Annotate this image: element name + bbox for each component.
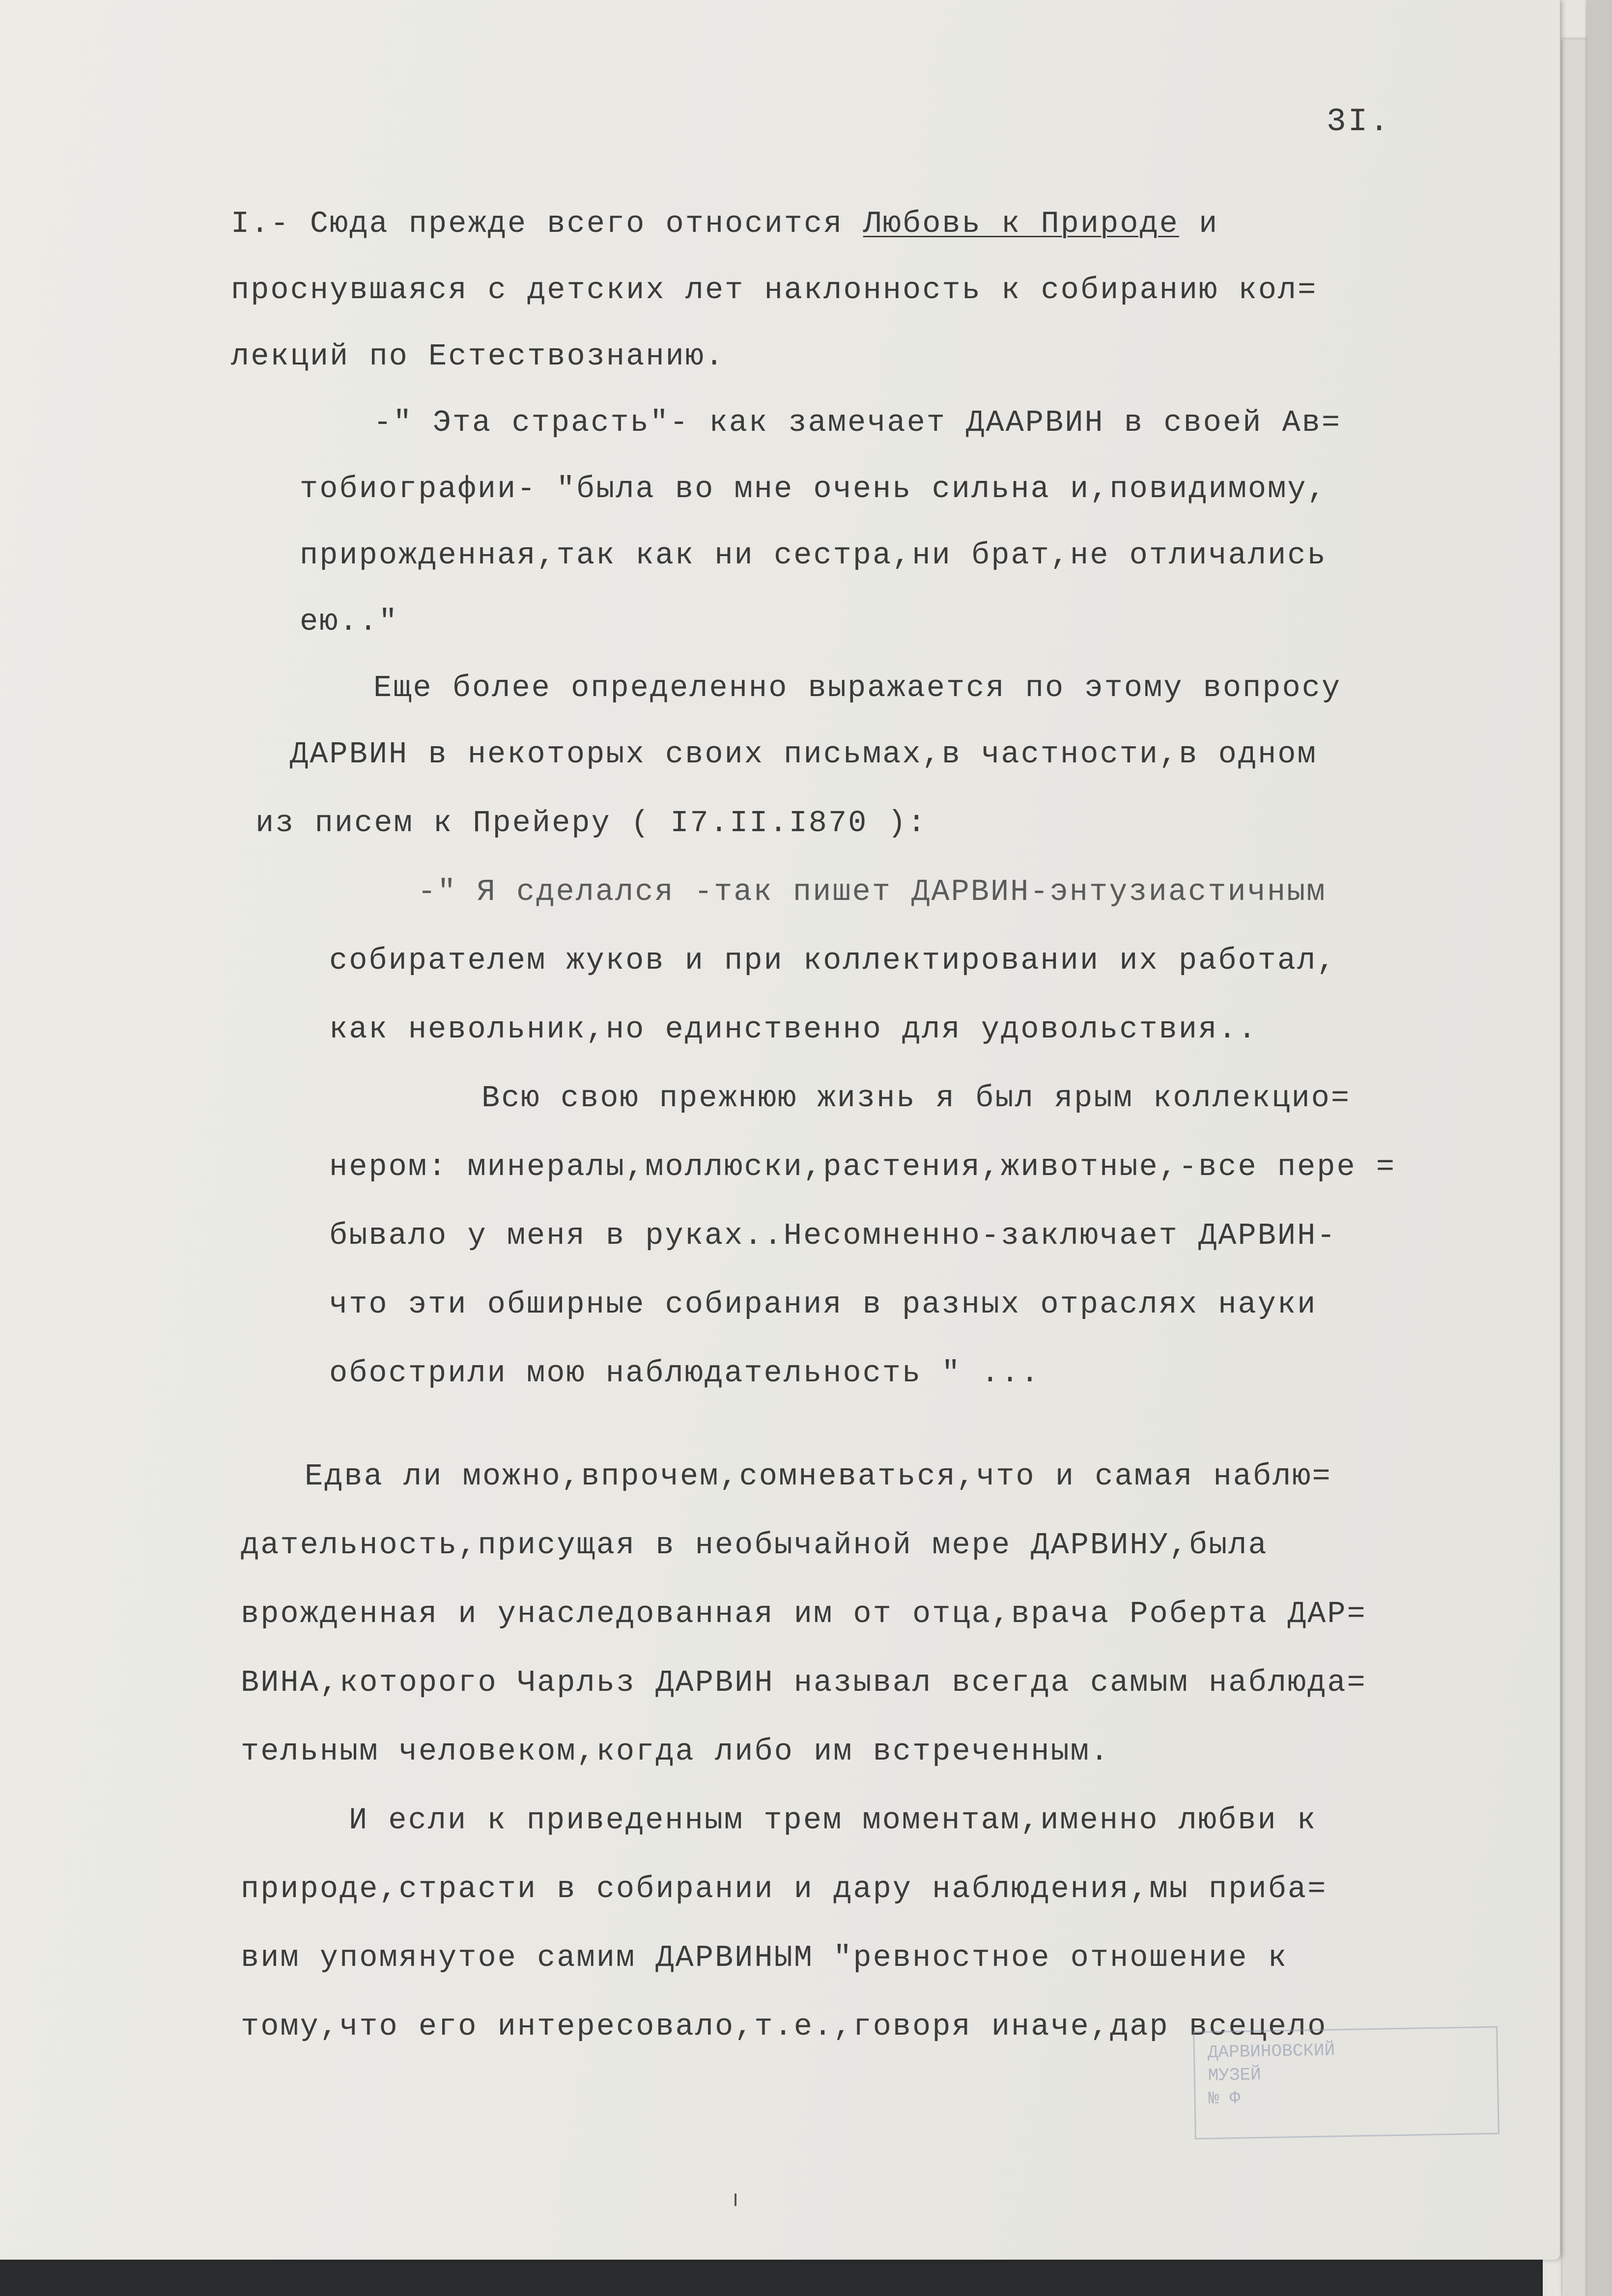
text-line: природе,страсти в собирании и дару наблюдения,мы приба= bbox=[241, 1872, 1328, 1906]
text-line: обострили мою наблюдательность " ... bbox=[329, 1356, 1041, 1391]
text-line-1-end: и bbox=[1179, 206, 1219, 241]
text-line: ДАРВИН в некоторых своих письмах,в частности,в одном bbox=[290, 737, 1317, 772]
text-line: прирожденная,так как ни сестра,ни брат,не отличались bbox=[300, 538, 1327, 573]
text-line: -" Я сделался -так пишет ДАРВИН-энтузиастичным bbox=[418, 874, 1327, 909]
page-number: 3I. bbox=[1327, 103, 1391, 140]
text-line-1 bbox=[231, 206, 1219, 241]
text-line: из писем к Прейеру ( I7.II.I870 ): bbox=[255, 806, 928, 840]
underlined-phrase: Любовь к Природе bbox=[863, 206, 1179, 241]
text-line: Всю свою прежнюю жизнь я был ярым коллекцио= bbox=[481, 1081, 1351, 1116]
text-line-1-start: I.- Сюда прежде всего относится bbox=[231, 206, 863, 241]
text-line: тобиографии- "была во мне очень сильна и,повидимому, bbox=[300, 472, 1327, 506]
stamp-line: МУЗЕЙ bbox=[1208, 2064, 1262, 2086]
text-line: -" Эта страсть"- как замечает ДААРВИН в своей Ав= bbox=[373, 405, 1342, 440]
text-line: бывало у меня в руках..Несомненно-заключает ДАРВИН- bbox=[329, 1218, 1337, 1253]
text-line: собирателем жуков и при коллектировании их работал, bbox=[329, 943, 1337, 978]
text-line: как невольник,но единственно для удовольствия.. bbox=[329, 1012, 1258, 1047]
text-line: проснувшаяся с детских лет наклонность к собиранию кол= bbox=[231, 273, 1318, 308]
text-line: ею.." bbox=[300, 604, 399, 639]
text-line: лекций по Естествознанию. bbox=[231, 339, 725, 374]
text-line: что эти обширные собирания в разных отраслях науки bbox=[329, 1287, 1317, 1322]
text-line: Едва ли можно,впрочем,сомневаться,что и самая наблю= bbox=[305, 1459, 1332, 1494]
stamp-line: ДАРВИНОВСКИЙ bbox=[1207, 2040, 1335, 2063]
text-line: ВИНА,которого Чарльз ДАРВИН называл всегда самым наблюда= bbox=[241, 1665, 1367, 1700]
text-line: тельным человеком,когда либо им встреченным. bbox=[241, 1734, 1110, 1769]
text-line: нером: минералы,моллюски,растения,животные,-все пере = bbox=[329, 1149, 1396, 1184]
text-line: вим упомянутое самим ДАРВИНЫМ "ревностное отношение к bbox=[241, 1940, 1288, 1975]
text-line: Еще более определенно выражается по этому вопросу bbox=[373, 671, 1342, 705]
text-line: дательность,присущая в необычайной мере ДАРВИНУ,была bbox=[241, 1528, 1268, 1563]
stamp-line: № Ф bbox=[1208, 2088, 1241, 2109]
archive-stamp bbox=[1193, 2026, 1499, 2140]
text-line: И если к приведенным трем моментам,именно любви к bbox=[349, 1803, 1317, 1838]
underlying-sheet bbox=[1587, 0, 1612, 2296]
text-line: врожденная и унаследованная им от отца,врача Роберта ДАР= bbox=[241, 1596, 1367, 1631]
text-line: тому,что его интересовало,т.е.,говоря иначе,дар всецело bbox=[241, 2009, 1328, 2044]
paper-mark bbox=[735, 2193, 736, 2206]
